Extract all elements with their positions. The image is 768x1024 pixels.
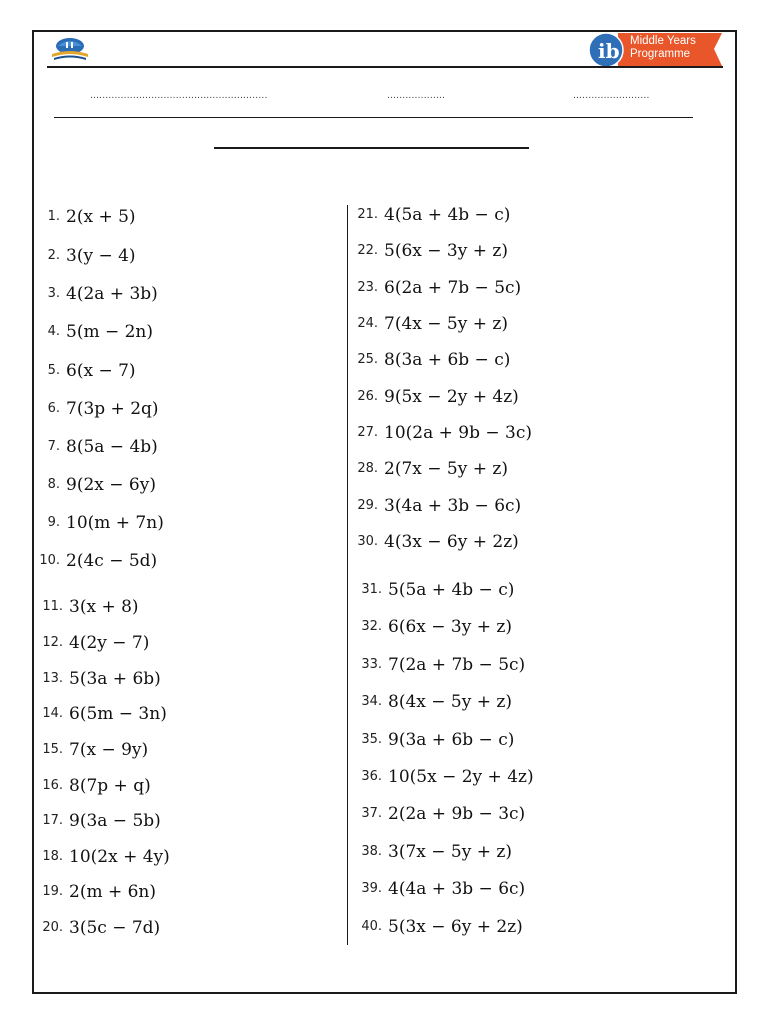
- school-logo: [48, 36, 92, 64]
- svg-text:ib: ib: [598, 39, 620, 63]
- problem-expression: 3(4a + 3b − 6c): [384, 495, 522, 516]
- problem-31: [352, 579, 514, 609]
- problem-38: [352, 841, 512, 871]
- problem-expression: 9(2x − 6y): [66, 474, 156, 495]
- problem-28: [348, 458, 508, 488]
- problem-37: [352, 803, 525, 833]
- problem-13: [35, 668, 161, 698]
- problem-number: 38.: [361, 844, 382, 859]
- problem-expression: 5(m − 2n): [66, 321, 154, 342]
- problem-number: 11.: [42, 599, 63, 614]
- problem-expression: 7(3p + 2q): [66, 398, 159, 419]
- problem-expression: 8(3a + 6b − c): [384, 349, 511, 370]
- problem-expression: 10(m + 7n): [66, 512, 164, 533]
- problem-number: 4.: [47, 324, 60, 339]
- problem-number: 35.: [361, 732, 382, 747]
- problem-number: 5.: [47, 363, 60, 378]
- problem-number: 15.: [42, 742, 63, 757]
- problem-number: 9.: [47, 515, 60, 530]
- problem-expression: 2(7x − 5y + z): [384, 458, 508, 479]
- problem-expression: 6(6x − 3y + z): [388, 616, 512, 637]
- problem-expression: 5(3x − 6y + 2z): [388, 916, 523, 937]
- problem-number: 21.: [357, 207, 378, 222]
- problem-number: 12.: [42, 635, 63, 650]
- problem-number: 14.: [42, 706, 63, 721]
- problem-expression: 6(2a + 7b − 5c): [384, 277, 522, 298]
- problem-number: 18.: [42, 849, 63, 864]
- problem-expression: 10(5x − 2y + 4z): [388, 766, 534, 787]
- problem-number: 10.: [39, 553, 60, 568]
- problem-29: [348, 495, 521, 525]
- problem-expression: 8(4x − 5y + z): [388, 691, 512, 712]
- problem-number: 33.: [361, 657, 382, 672]
- problem-expression: 9(3a − 5b): [69, 810, 161, 831]
- class-blank: ...................: [387, 91, 446, 101]
- ib-logo-text: [630, 35, 696, 61]
- problem-expression: 3(y − 4): [66, 245, 136, 266]
- problem-number: 13.: [42, 671, 63, 686]
- problem-18: [35, 846, 170, 876]
- problem-22: [348, 240, 508, 270]
- problem-expression: 3(7x − 5y + z): [388, 841, 512, 862]
- problem-21: [348, 204, 510, 234]
- problem-20: [35, 917, 160, 947]
- problem-number: 34.: [361, 694, 382, 709]
- problem-expression: 7(4x − 5y + z): [384, 313, 508, 334]
- problem-number: 29.: [357, 498, 378, 513]
- problem-40: [352, 916, 523, 946]
- problem-15: [35, 739, 148, 769]
- problem-25: [348, 349, 510, 379]
- problem-6: [32, 398, 159, 428]
- problem-expression: 9(3a + 6b − c): [388, 729, 515, 750]
- problem-expression: 2(4c − 5d): [66, 550, 158, 571]
- problem-16: [35, 775, 151, 805]
- problem-number: 16.: [42, 778, 63, 793]
- problem-number: 6.: [47, 401, 60, 416]
- problem-expression: 3(x + 8): [69, 596, 139, 617]
- problem-number: 22.: [357, 243, 378, 258]
- problem-1: [32, 206, 136, 236]
- header-rule: [47, 66, 723, 68]
- problem-expression: 10(2x + 4y): [69, 846, 170, 867]
- problem-34: [352, 691, 512, 721]
- problem-expression: 2(2a + 9b − 3c): [388, 803, 526, 824]
- problem-3: [32, 283, 158, 313]
- problem-7: [32, 436, 158, 466]
- problem-expression: 5(3a + 6b): [69, 668, 161, 689]
- problem-number: 7.: [47, 439, 60, 454]
- ib-logo-line1: Middle Years: [630, 35, 696, 47]
- problem-number: 27.: [357, 425, 378, 440]
- problem-number: 17.: [42, 813, 63, 828]
- name-blank: ..........................................................: [90, 91, 268, 101]
- problem-expression: 4(2a + 3b): [66, 283, 158, 304]
- problem-24: [348, 313, 508, 343]
- problem-number: 20.: [42, 920, 63, 935]
- ib-logo-line2: Programme: [630, 48, 691, 60]
- problem-expression: 9(5x − 2y + 4z): [384, 386, 519, 407]
- problem-26: [348, 386, 519, 416]
- ib-myp-logo: [588, 32, 722, 68]
- problem-32: [352, 616, 512, 646]
- problem-number: 28.: [357, 461, 378, 476]
- problem-30: [348, 531, 519, 561]
- problem-expression: 2(m + 6n): [69, 881, 157, 902]
- problem-expression: 5(6x − 3y + z): [384, 240, 508, 261]
- problem-expression: 7(2a + 7b − 5c): [388, 654, 526, 675]
- problem-27: [348, 422, 532, 452]
- problem-expression: 8(7p + q): [69, 775, 151, 796]
- problem-4: [32, 321, 153, 351]
- problem-expression: 5(5a + 4b − c): [388, 579, 515, 600]
- problem-14: [35, 703, 167, 733]
- problem-19: [35, 881, 156, 911]
- problem-expression: 4(5a + 4b − c): [384, 204, 511, 225]
- problem-number: 30.: [357, 534, 378, 549]
- problem-expression: 3(5c − 7d): [69, 917, 161, 938]
- problem-11: [35, 596, 139, 626]
- problem-number: 24.: [357, 316, 378, 331]
- problem-23: [348, 277, 521, 307]
- problem-number: 32.: [361, 619, 382, 634]
- problem-number: 36.: [361, 769, 382, 784]
- problem-number: 40.: [361, 919, 382, 934]
- problem-9: [32, 512, 164, 542]
- problem-17: [35, 810, 161, 840]
- problem-number: 26.: [357, 389, 378, 404]
- problem-expression: 2(x + 5): [66, 206, 136, 227]
- date-blank: .........................: [573, 91, 650, 101]
- problem-number: 25.: [357, 352, 378, 367]
- ib-circle-icon: [588, 32, 624, 68]
- problem-5: [32, 360, 136, 390]
- problem-number: 23.: [357, 280, 378, 295]
- problem-36: [352, 766, 534, 796]
- problem-number: 39.: [361, 881, 382, 896]
- problem-8: [32, 474, 156, 504]
- problem-number: 1.: [47, 209, 60, 224]
- problem-expression: 7(x − 9y): [69, 739, 149, 760]
- problem-number: 3.: [47, 286, 60, 301]
- problem-number: 31.: [361, 582, 382, 597]
- problem-number: 37.: [361, 806, 382, 821]
- info-rule: [54, 117, 693, 118]
- problem-12: [35, 632, 149, 662]
- problem-expression: 8(5a − 4b): [66, 436, 158, 457]
- problem-expression: 6(5m − 3n): [69, 703, 167, 724]
- problem-2: [32, 245, 136, 275]
- problem-number: 2.: [47, 248, 60, 263]
- problem-expression: 4(4a + 3b − 6c): [388, 878, 526, 899]
- problem-35: [352, 729, 514, 759]
- problem-39: [352, 878, 525, 908]
- problem-33: [352, 654, 525, 684]
- problem-number: 19.: [42, 884, 63, 899]
- problem-expression: 10(2a + 9b − 3c): [384, 422, 532, 443]
- title-blank-line: [214, 147, 529, 149]
- problem-expression: 4(2y − 7): [69, 632, 150, 653]
- problem-expression: 4(3x − 6y + 2z): [384, 531, 519, 552]
- problem-10: [32, 550, 157, 580]
- problem-expression: 6(x − 7): [66, 360, 136, 381]
- problem-number: 8.: [47, 477, 60, 492]
